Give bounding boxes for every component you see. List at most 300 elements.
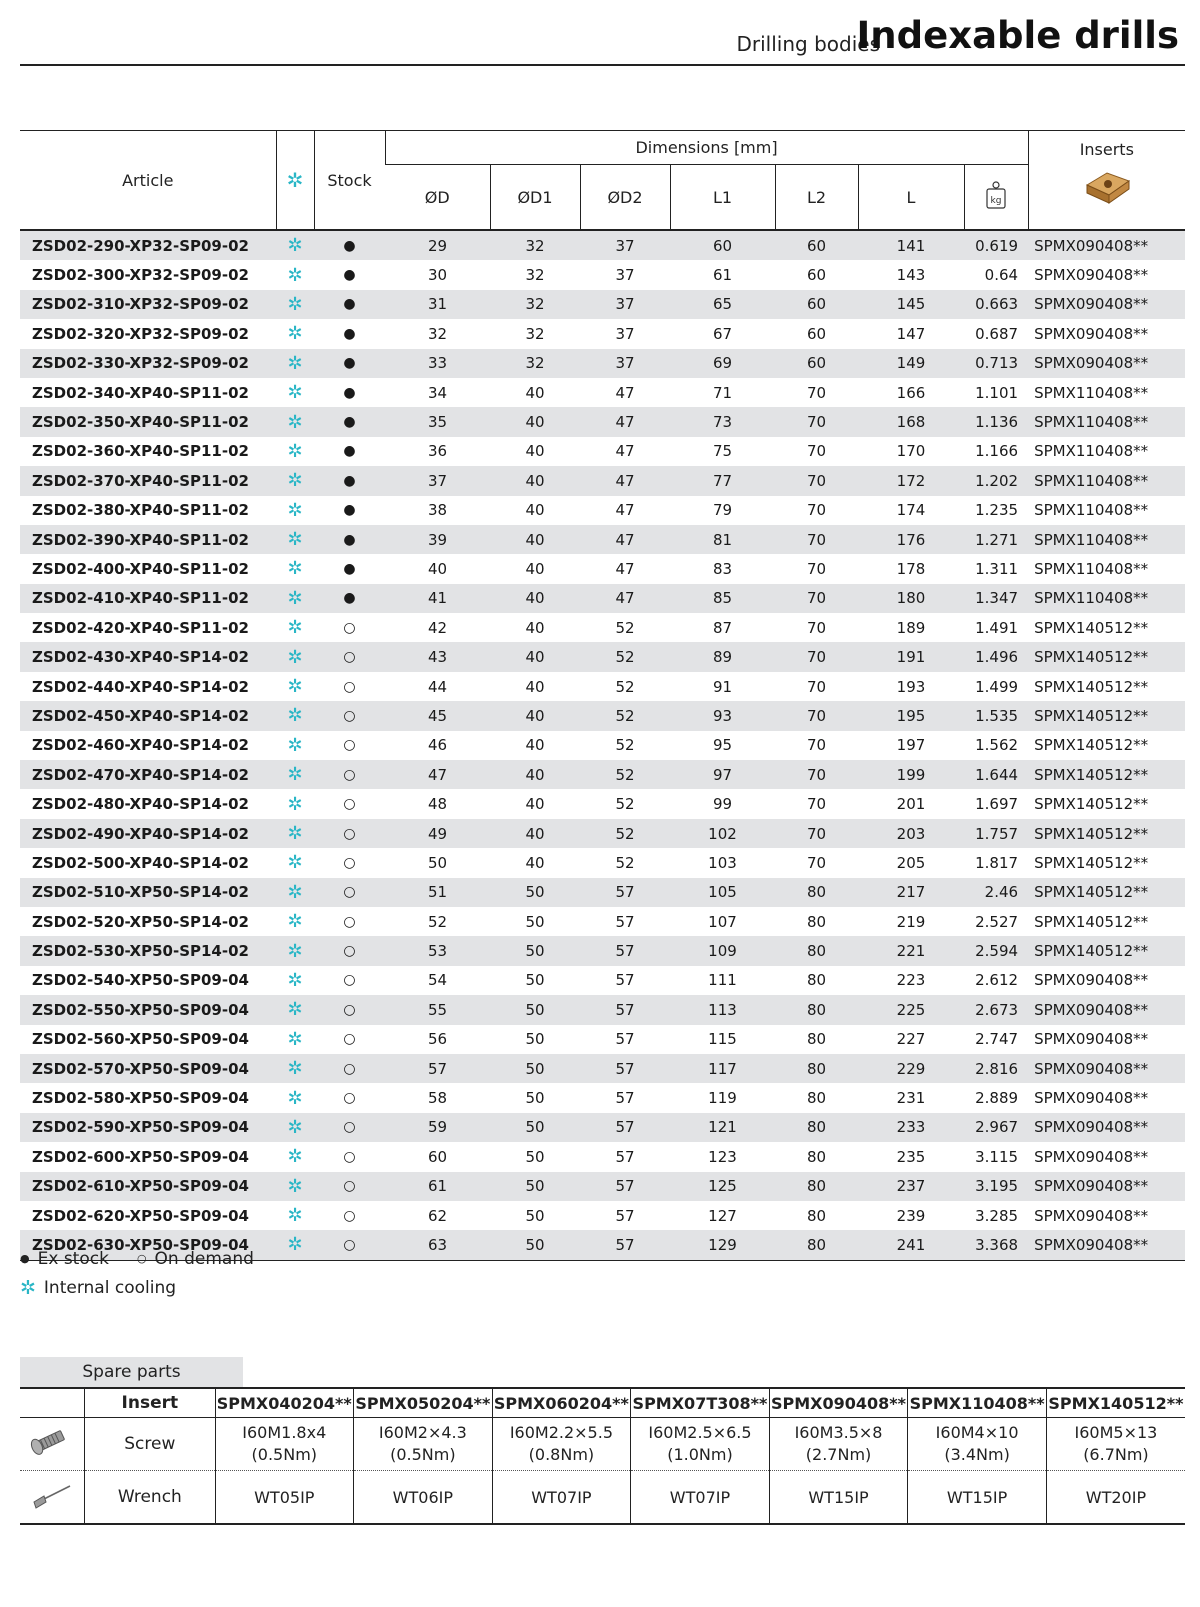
spare-insert-code: SPMX050204** — [354, 1388, 493, 1418]
cell-d: 37 — [385, 466, 490, 495]
cell-insert: SPMX090408** — [1028, 1172, 1185, 1201]
col-weight — [964, 165, 1028, 231]
cell-stock: ● — [314, 349, 385, 378]
col-stock: Stock — [314, 131, 385, 231]
internal-cooling-icon: ✲ — [287, 1205, 303, 1227]
table-row — [20, 466, 1185, 495]
screw-name: I60M3.5×8 — [794, 1423, 883, 1442]
cell-d: 61 — [385, 1172, 490, 1201]
cell-d1: 32 — [525, 266, 545, 285]
cell-article: ZSD02-500-XP40-SP14-02 — [32, 853, 249, 872]
col-d2: ØD2 — [580, 165, 670, 231]
spare-screw-cell — [908, 1418, 1047, 1471]
cell-article: ZSD02-560-XP50-SP09-04 — [32, 1030, 249, 1049]
cell-weight: 1.166 — [975, 442, 1019, 461]
cell-stock: ● — [343, 384, 356, 401]
internal-cooling-icon: ✲ — [287, 676, 303, 698]
cell-d1: 32 — [490, 290, 580, 319]
cell-weight: 1.101 — [975, 383, 1019, 402]
cell-l1: 67 — [712, 324, 733, 343]
cell-weight: 2.527 — [975, 912, 1019, 931]
table-row — [20, 878, 1185, 907]
spare-wrench-row — [20, 1471, 1185, 1525]
cell-l: 166 — [896, 383, 926, 402]
cell-l1: 77 — [670, 466, 775, 495]
cell-article: ZSD02-410-XP40-SP11-02 — [20, 584, 276, 613]
table-header — [20, 131, 1185, 231]
table-row — [20, 672, 1185, 701]
cell-stock: ○ — [343, 737, 356, 754]
cell-l: 233 — [858, 1113, 964, 1142]
cell-weight: 2.594 — [964, 936, 1028, 965]
internal-cooling-icon: ✲ — [287, 1087, 303, 1109]
spare-insert-code: SPMX140512** — [1046, 1388, 1185, 1418]
cell-d: 35 — [385, 407, 490, 436]
table-row — [20, 819, 1185, 848]
cell-l2: 80 — [806, 1030, 827, 1049]
internal-cooling-icon: ✲ — [287, 264, 303, 286]
cell-d2: 52 — [580, 760, 670, 789]
internal-cooling-icon: ✲ — [276, 1054, 314, 1083]
cell-d: 36 — [427, 442, 448, 461]
cell-d: 32 — [427, 324, 448, 343]
cell-l2: 70 — [775, 407, 858, 436]
cell-d2: 57 — [580, 878, 670, 907]
cell-d1: 40 — [490, 760, 580, 789]
cell-weight: 2.967 — [964, 1113, 1028, 1142]
cell-l: 180 — [858, 584, 964, 613]
spare-wrench-code: WT05IP — [215, 1471, 354, 1525]
internal-cooling-icon: ✲ — [287, 617, 303, 639]
cell-weight: 1.311 — [975, 559, 1019, 578]
legend-ex-stock-label: Ex stock — [37, 1248, 109, 1269]
cell-l1: 87 — [712, 618, 733, 637]
cell-weight: 3.285 — [975, 1206, 1019, 1225]
table-row — [20, 613, 1185, 642]
cell-d2: 52 — [615, 618, 635, 637]
cell-l: 170 — [896, 442, 926, 461]
cell-l1: 97 — [670, 760, 775, 789]
spare-insert-code: SPMX07T308** — [631, 1388, 770, 1418]
table-row — [20, 642, 1185, 671]
cell-d: 56 — [427, 1030, 448, 1049]
insert-icon — [1079, 167, 1135, 209]
cell-d: 51 — [385, 878, 490, 907]
table-row — [20, 319, 1185, 348]
cell-d2: 57 — [615, 1030, 635, 1049]
cell-l1: 125 — [670, 1172, 775, 1201]
cell-weight: 1.235 — [975, 501, 1019, 520]
spare-screw-cell — [631, 1418, 770, 1471]
cell-d: 34 — [427, 383, 448, 402]
cell-d: 55 — [385, 995, 490, 1024]
internal-cooling-icon: ✲ — [287, 1146, 303, 1168]
cell-weight: 0.619 — [964, 230, 1028, 260]
cell-d2: 37 — [580, 290, 670, 319]
cell-article: ZSD02-380-XP40-SP11-02 — [32, 501, 249, 520]
cell-insert: SPMX140512** — [1034, 795, 1149, 814]
internal-cooling-icon: ✲ — [287, 1028, 303, 1050]
cell-stock: ○ — [343, 619, 356, 636]
cell-l: 141 — [858, 230, 964, 260]
internal-cooling-icon: ✲ — [287, 440, 303, 462]
cell-article: ZSD02-430-XP40-SP14-02 — [20, 642, 276, 671]
cell-l2: 80 — [775, 1054, 858, 1083]
cell-d1: 32 — [490, 349, 580, 378]
table-row — [20, 1083, 1185, 1112]
internal-cooling-icon: ✲ — [287, 382, 303, 404]
cell-l2: 70 — [806, 559, 827, 578]
cell-l2: 80 — [806, 912, 827, 931]
cell-stock: ○ — [314, 1172, 385, 1201]
internal-cooling-icon: ✲ — [276, 1230, 314, 1260]
cell-d1: 50 — [490, 995, 580, 1024]
cell-d2: 37 — [580, 230, 670, 260]
cell-article: ZSD02-530-XP50-SP14-02 — [20, 936, 276, 965]
cell-d: 59 — [385, 1113, 490, 1142]
cell-article: ZSD02-390-XP40-SP11-02 — [20, 525, 276, 554]
cell-stock: ● — [343, 443, 356, 460]
cell-d2: 47 — [580, 407, 670, 436]
cell-d1: 50 — [525, 1206, 545, 1225]
cell-stock: ● — [343, 325, 356, 342]
cell-l1: 81 — [670, 525, 775, 554]
wrench-icon — [30, 1480, 74, 1510]
cell-insert: SPMX090408** — [1034, 1147, 1149, 1166]
cell-l2: 80 — [775, 995, 858, 1024]
cell-l1: 61 — [712, 266, 733, 285]
screw-name: I60M2.5×6.5 — [648, 1423, 752, 1442]
cell-l1: 99 — [712, 795, 733, 814]
cell-l2: 80 — [806, 1206, 827, 1225]
cell-l1: 121 — [670, 1113, 775, 1142]
cell-l1: 75 — [712, 442, 733, 461]
cell-d1: 50 — [525, 971, 545, 990]
cell-weight: 1.644 — [964, 760, 1028, 789]
legend-internal-cooling — [20, 1277, 176, 1299]
cell-d1: 50 — [490, 878, 580, 907]
legend-on-demand-label: On demand — [154, 1248, 254, 1269]
cell-insert: SPMX140512** — [1034, 912, 1149, 931]
cell-article: ZSD02-510-XP50-SP14-02 — [20, 878, 276, 907]
cell-insert: SPMX110408** — [1034, 559, 1149, 578]
cell-article: ZSD02-550-XP50-SP09-04 — [20, 995, 276, 1024]
cell-article: ZSD02-590-XP50-SP09-04 — [20, 1113, 276, 1142]
cell-weight: 1.697 — [975, 795, 1019, 814]
cell-l1: 129 — [670, 1230, 775, 1260]
cell-stock: ○ — [343, 678, 356, 695]
cell-article: ZSD02-300-XP32-SP09-02 — [32, 266, 249, 285]
page-subtitle: Drilling bodies — [736, 32, 880, 56]
legend-on-demand — [137, 1249, 254, 1269]
table-row — [20, 230, 1185, 260]
cell-d1: 50 — [525, 1030, 545, 1049]
wrench-icon-cell — [20, 1471, 85, 1525]
cell-d1: 40 — [490, 466, 580, 495]
cell-article: ZSD02-340-XP40-SP11-02 — [32, 383, 249, 402]
cell-l2: 70 — [775, 525, 858, 554]
cell-l: 189 — [896, 618, 926, 637]
cell-weight: 1.535 — [964, 701, 1028, 730]
spare-insert-code: SPMX090408** — [769, 1388, 908, 1418]
screw-name: I60M1.8x4 — [242, 1423, 327, 1442]
table-row — [20, 789, 1185, 818]
spare-insert-label: Insert — [85, 1388, 215, 1418]
cell-stock: ● — [314, 407, 385, 436]
cell-l2: 70 — [775, 584, 858, 613]
cell-d1: 32 — [525, 324, 545, 343]
cell-article: ZSD02-350-XP40-SP11-02 — [20, 407, 276, 436]
cell-weight: 1.562 — [975, 736, 1019, 755]
cell-insert: SPMX090408** — [1028, 995, 1185, 1024]
cell-insert: SPMX090408** — [1028, 230, 1185, 260]
cell-stock: ● — [314, 230, 385, 260]
internal-cooling-icon: ✲ — [276, 525, 314, 554]
internal-cooling-icon: ✲ — [287, 323, 303, 345]
cell-insert: SPMX090408** — [1034, 1089, 1149, 1108]
cell-d2: 47 — [580, 584, 670, 613]
cell-l1: 107 — [708, 912, 737, 931]
cell-insert: SPMX140512** — [1028, 936, 1185, 965]
table-row — [20, 378, 1185, 407]
spare-insert-code: SPMX060204** — [492, 1388, 631, 1418]
cell-l2: 80 — [806, 1089, 827, 1108]
cell-d2: 52 — [580, 701, 670, 730]
cell-article: ZSD02-600-XP50-SP09-04 — [32, 1147, 249, 1166]
cell-d2: 52 — [580, 819, 670, 848]
cell-stock: ● — [314, 584, 385, 613]
spare-insert-code: SPMX040204** — [215, 1388, 354, 1418]
cell-l1: 89 — [670, 642, 775, 671]
internal-cooling-icon: ✲ — [276, 701, 314, 730]
cell-weight: 1.757 — [964, 819, 1028, 848]
cell-l: 221 — [858, 936, 964, 965]
spare-parts-title: Spare parts — [20, 1357, 243, 1387]
cell-d1: 40 — [525, 795, 545, 814]
spare-screw-cell — [492, 1418, 631, 1471]
cell-d2: 57 — [580, 1054, 670, 1083]
cell-insert: SPMX140512** — [1028, 878, 1185, 907]
col-cooling — [276, 131, 314, 231]
spare-wrench-code: WT06IP — [354, 1471, 493, 1525]
cell-insert: SPMX090408** — [1034, 1030, 1149, 1049]
cell-d: 38 — [427, 501, 448, 520]
cell-stock: ○ — [314, 1054, 385, 1083]
table-row — [20, 966, 1185, 995]
cell-stock: ○ — [343, 1031, 356, 1048]
internal-cooling-icon: ✲ — [287, 969, 303, 991]
cell-weight: 2.889 — [975, 1089, 1019, 1108]
cell-article: ZSD02-310-XP32-SP09-02 — [20, 290, 276, 319]
cell-d2: 52 — [615, 677, 635, 696]
cell-l: 203 — [858, 819, 964, 848]
cell-insert: SPMX140512** — [1034, 853, 1149, 872]
cell-l2: 80 — [775, 1172, 858, 1201]
cell-d2: 52 — [580, 642, 670, 671]
cell-article: ZSD02-490-XP40-SP14-02 — [20, 819, 276, 848]
cell-l1: 113 — [670, 995, 775, 1024]
cell-l1: 65 — [670, 290, 775, 319]
cell-d2: 57 — [615, 1089, 635, 1108]
cell-article: ZSD02-480-XP40-SP14-02 — [32, 795, 249, 814]
page-header — [20, 10, 1185, 66]
cell-d2: 52 — [615, 795, 635, 814]
cell-d1: 40 — [525, 501, 545, 520]
cell-l2: 70 — [775, 760, 858, 789]
cell-stock: ○ — [343, 1148, 356, 1165]
cell-d2: 57 — [580, 936, 670, 965]
cell-d1: 40 — [525, 677, 545, 696]
cell-l: 217 — [858, 878, 964, 907]
spare-wrench-code: WT07IP — [631, 1471, 770, 1525]
cell-l1: 71 — [712, 383, 733, 402]
cell-l: 195 — [858, 701, 964, 730]
internal-cooling-icon: ✲ — [276, 407, 314, 436]
cell-weight: 3.195 — [964, 1172, 1028, 1201]
spare-screw-cell — [215, 1418, 354, 1471]
cell-d2: 37 — [580, 349, 670, 378]
cell-l2: 70 — [775, 819, 858, 848]
cell-insert: SPMX110408** — [1034, 501, 1149, 520]
cell-l: 147 — [896, 324, 926, 343]
spare-insert-code: SPMX110408** — [908, 1388, 1047, 1418]
cell-d2: 57 — [580, 1172, 670, 1201]
cell-l1: 85 — [670, 584, 775, 613]
cell-d2: 52 — [615, 736, 635, 755]
cell-d1: 40 — [490, 701, 580, 730]
cell-l: 172 — [858, 466, 964, 495]
cell-insert: SPMX090408** — [1034, 266, 1149, 285]
cell-l: 145 — [858, 290, 964, 319]
cell-l1: 91 — [712, 677, 733, 696]
cell-d1: 40 — [525, 442, 545, 461]
cell-stock: ● — [343, 502, 356, 519]
col-d: ØD — [424, 187, 450, 207]
cell-d: 57 — [385, 1054, 490, 1083]
cell-weight: 1.499 — [975, 677, 1019, 696]
table-row — [20, 407, 1185, 436]
cell-stock: ○ — [314, 995, 385, 1024]
cell-d: 31 — [385, 290, 490, 319]
cell-weight: 1.347 — [964, 584, 1028, 613]
on-demand-icon: ○ — [136, 1252, 147, 1265]
cell-stock: ● — [343, 267, 356, 284]
cell-d: 52 — [427, 912, 448, 931]
cell-weight: 1.202 — [964, 466, 1028, 495]
cell-d2: 37 — [615, 266, 635, 285]
cell-l2: 80 — [775, 1230, 858, 1260]
cell-weight: 3.115 — [975, 1147, 1019, 1166]
cell-l: 227 — [896, 1030, 926, 1049]
cell-stock: ○ — [343, 796, 356, 813]
spare-screw-cell — [769, 1418, 908, 1471]
cell-insert: SPMX090408** — [1034, 324, 1149, 343]
table-row — [20, 907, 1185, 936]
cell-l: 191 — [858, 642, 964, 671]
cell-insert: SPMX140512** — [1028, 819, 1185, 848]
cell-insert: SPMX140512** — [1028, 760, 1185, 789]
cell-weight: 1.496 — [964, 642, 1028, 671]
table-row — [20, 554, 1185, 583]
cell-weight: 0.64 — [984, 266, 1019, 285]
cell-l2: 70 — [775, 642, 858, 671]
cell-l2: 70 — [806, 677, 827, 696]
internal-cooling-icon: ✲ — [276, 466, 314, 495]
cell-l: 239 — [896, 1206, 926, 1225]
table-row — [20, 1113, 1185, 1142]
cell-d2: 57 — [615, 971, 635, 990]
cell-d2: 57 — [580, 1113, 670, 1142]
cell-d: 33 — [385, 349, 490, 378]
cell-d2: 47 — [615, 501, 635, 520]
spare-wrench-label: Wrench — [85, 1471, 215, 1525]
cell-l1: 115 — [708, 1030, 737, 1049]
screw-torque: (3.4Nm) — [944, 1445, 1010, 1464]
legend-ex-stock — [20, 1249, 109, 1269]
cell-weight: 1.491 — [975, 618, 1019, 637]
col-inserts-label: Inserts — [1079, 139, 1134, 159]
internal-cooling-icon: ✲ — [276, 230, 314, 260]
cell-l: 223 — [896, 971, 926, 990]
cell-d2: 37 — [615, 324, 635, 343]
cell-l1: 109 — [670, 936, 775, 965]
spare-wrench-code: WT15IP — [908, 1471, 1047, 1525]
col-l1: L1 — [670, 165, 775, 231]
cell-l2: 80 — [775, 1113, 858, 1142]
cell-l1: 83 — [712, 559, 733, 578]
internal-cooling-icon: ✲ — [276, 819, 314, 848]
cell-l: 201 — [896, 795, 926, 814]
cell-weight: 2.673 — [964, 995, 1028, 1024]
internal-cooling-icon: ✲ — [276, 1113, 314, 1142]
cell-article: ZSD02-400-XP40-SP11-02 — [32, 559, 249, 578]
cell-l2: 70 — [806, 736, 827, 755]
table-body — [20, 230, 1185, 1260]
cell-article: ZSD02-450-XP40-SP14-02 — [20, 701, 276, 730]
cell-stock: ○ — [314, 1230, 385, 1260]
cell-insert: SPMX110408** — [1034, 442, 1149, 461]
cell-d2: 57 — [580, 995, 670, 1024]
cell-insert: SPMX140512** — [1034, 736, 1149, 755]
cell-article: ZSD02-470-XP40-SP14-02 — [20, 760, 276, 789]
cell-weight: 1.136 — [964, 407, 1028, 436]
cell-insert: SPMX110408** — [1034, 383, 1149, 402]
table-row — [20, 1201, 1185, 1230]
internal-cooling-icon: ✲ — [287, 911, 303, 933]
cell-article: ZSD02-330-XP32-SP09-02 — [20, 349, 276, 378]
col-dimensions-group: Dimensions [mm] — [385, 131, 1028, 165]
cell-stock: ○ — [314, 819, 385, 848]
cell-l2: 70 — [806, 853, 827, 872]
screw-torque: (0.8Nm) — [528, 1445, 595, 1464]
cell-stock: ○ — [343, 1090, 356, 1107]
cell-l2: 70 — [806, 383, 827, 402]
cell-insert: SPMX090408** — [1028, 1054, 1185, 1083]
cell-article: ZSD02-620-XP50-SP09-04 — [32, 1206, 249, 1225]
cell-l: 229 — [858, 1054, 964, 1083]
cell-stock: ○ — [314, 760, 385, 789]
cell-l: 199 — [858, 760, 964, 789]
screw-name: I60M4×10 — [935, 1423, 1019, 1442]
internal-cooling-icon: ✲ — [287, 793, 303, 815]
cell-d: 43 — [385, 642, 490, 671]
cell-d1: 50 — [525, 912, 545, 931]
drill-table — [20, 130, 1185, 1261]
cell-article: ZSD02-360-XP40-SP11-02 — [32, 442, 249, 461]
screw-icon-cell — [20, 1418, 85, 1471]
internal-cooling-icon: ✲ — [287, 734, 303, 756]
table-row — [20, 584, 1185, 613]
